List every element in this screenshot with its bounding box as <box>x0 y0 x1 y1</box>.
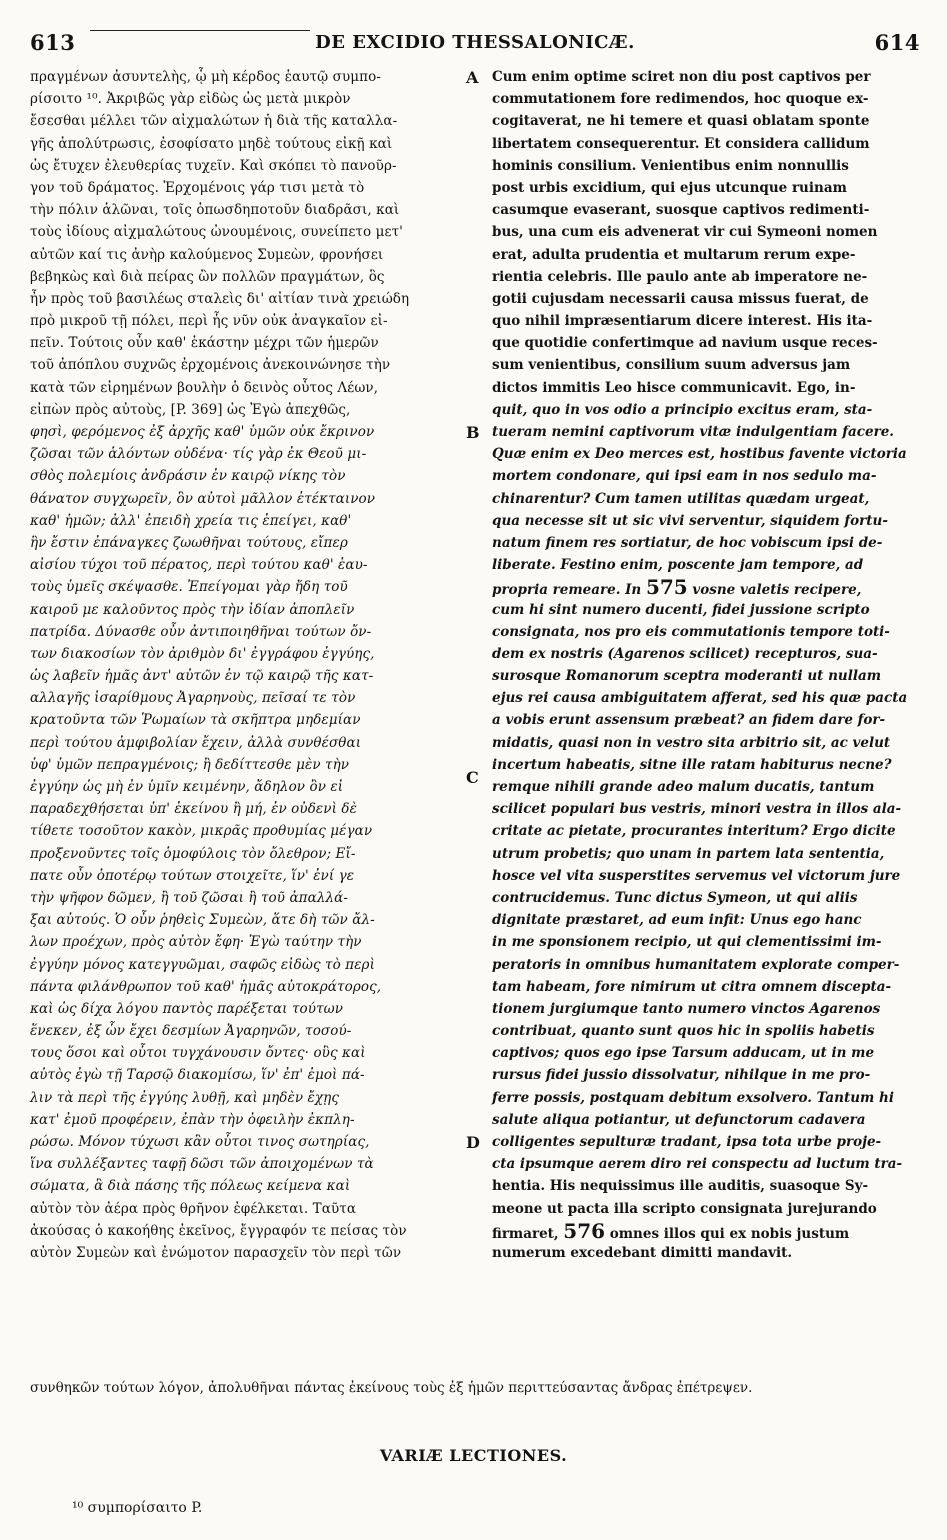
latin-text-column <box>492 66 918 1264</box>
greek-line: αὐτὸν Συμεὼν καὶ ἐνώμοτον παρασχεῖν τὸν περὶ τῶν <box>30 1244 402 1261</box>
latin-line: dignitate præstaret, ad eum infit: Unus ego hanc <box>492 912 862 929</box>
greek-line: σώματα, ἃ διὰ πάσης τῆς πόλεως κείμενα καὶ <box>30 1178 351 1195</box>
latin-line: ejus rei causa ambiguitatem afferat, sed his quæ pacta <box>492 690 908 707</box>
greek-line: ἔσεσθαι μέλλει τῶν αἰχμαλώτων ἡ διὰ τῆς καταλλα- <box>30 113 398 130</box>
latin-line: utrum probetis; quo unam in partem lata sententia, <box>492 845 885 862</box>
latin-line: in me sponsionem recipio, ut qui clementissimi im- <box>492 934 882 951</box>
greek-line: λιν τὰ περὶ τῆς ἐγγύης λυθῇ, καὶ μηδὲν ἔχῃς <box>30 1089 340 1106</box>
greek-line: ἐγγύην μόνος κατεγγυῶμαι, σαφῶς εἰδὼς τὸ περὶ <box>30 956 375 973</box>
edition-page-marker: 575 <box>645 575 688 600</box>
latin-line: tionem jurgiumque tanto numero vinctos Agarenos <box>492 1000 881 1017</box>
greek-line: τὴν πόλιν ἁλῶναι, τοῖς ὁπωσδηποτοῦν διαδρᾶσι, καὶ <box>30 202 400 219</box>
latin-line: hentia. His nequissimus ille auditis, suasoque Sy- <box>492 1178 869 1195</box>
greek-line: πατε οὖν ὁποτέρῳ τούτων στοιχεῖτε, ἵν' ἐνί γε <box>30 867 355 884</box>
greek-line: τους ὅσοι καὶ οὗτοι τυγχάνουσιν ὄντες· οὓς καὶ <box>30 1045 366 1062</box>
latin-line: que quotidie confertimque ad navium usque reces- <box>492 335 878 352</box>
greek-line: πατρίδα. Δύνασθε οὖν ἀντιποιηθῆναι τούτων ὄν- <box>30 623 372 640</box>
greek-line: πεῖν. Τούτοις οὖν καθ' ἑκάστην μέχρι τῶν ἡμερῶν <box>30 335 379 352</box>
greek-line: ρώσω. Μόνον τύχωσι κἂν οὗτοι τινος σωτηρίας, <box>30 1134 370 1150</box>
greek-line: των διακοσίων τὸν ἀριθμὸν δι' ἐγγράφου ἐγγύης, <box>30 645 375 662</box>
greek-line: τοὺς ἰδίους αἰχμαλώτους ὠνουμένοις, συνείπετο μετ' <box>30 224 403 241</box>
latin-line: critate ac pietate, procurantes interitum? Ergo dicite <box>492 823 896 840</box>
latin-line: sum venientibus, consilium suum adversus jam <box>492 357 851 374</box>
latin-line: gotii cujusdam necessarii causa missus fuerat, de <box>492 290 869 307</box>
greek-text-column <box>30 66 480 1264</box>
greek-line: τὴν ψῆφον δῶμεν, ἢ τοῦ ζῶσαι ἢ τοῦ ἀπαλλά- <box>30 889 349 906</box>
latin-line: meone ut pacta illa scripto consignata jurejurando <box>492 1200 877 1217</box>
greek-line: ρίσοιτο ¹⁰. Ἀκριβῶς γὰρ εἰδὼς ὡς μετὰ μικρὸν <box>30 91 351 108</box>
page-header <box>30 30 920 64</box>
greek-line: ἦν πρὸς τοῦ βασιλέως σταλεὶς δι' αἰτίαν τινὰ χρειώδη <box>30 290 410 307</box>
latin-line: Quæ enim ex Deo merces est, hostibus favente victoria <box>492 446 907 463</box>
latin-line: Cum enim optime sciret non diu post captivos per <box>492 69 871 85</box>
greek-line: ἕνεκεν, ἐξ ὧν ἔχει δεσμίων Ἀγαρηνῶν, τοσού- <box>30 1023 352 1040</box>
greek-line: καὶ ὡς δίχα λόγου παντὸς παρέξεται τούτων <box>30 1000 344 1017</box>
greek-line: ὡς λαβεῖν ἡμᾶς ἀντ' αὐτῶν ἐν τῷ καιρῷ τῆς κατ- <box>30 668 374 685</box>
greek-line: κρατοῦντα τῶν Ῥωμαίων τὰ σκῆπτρα μηδεμίαν <box>30 712 361 729</box>
latin-line: libertatem consequerentur. Et considera callidum <box>492 135 870 152</box>
latin-line: cum hi sint numero ducenti, fidei jussione scripto <box>492 601 870 618</box>
latin-line: scilicet populari bus vestris, minori vestra in illos ala- <box>492 801 902 818</box>
latin-line: commutationem fore redimendos, hoc quoque ex- <box>492 91 869 108</box>
margin-letter-d: D <box>466 1133 480 1152</box>
latin-line: quit, quo in vos odio a principio excitus eram, sta- <box>492 401 873 418</box>
greek-line: ἀκούσας ὁ κακοήθης ἐκεῖνος, ἔγγραφόν τε πείσας τὸν <box>30 1222 407 1239</box>
latin-line: cogitaverat, ne hi temere et quasi oblatam sponte <box>492 113 870 130</box>
margin-letter-c: C <box>466 768 479 787</box>
latin-line: bus, una cum eis advenerat vir cui Symeoni nomen <box>492 224 878 241</box>
latin-line: midatis, quasi non in vestro sita arbitrio sit, ac velut <box>492 734 891 751</box>
greek-line: περὶ τούτου ἀμφιβολίαν ἔχειν, ἀλλὰ συνθέσθαι <box>30 734 362 751</box>
page-number-right: 614 <box>874 30 920 55</box>
greek-line: καθ' ἡμῶν; ἀλλ' ἐπειδὴ χρεία τις ἐπείγει, καθ' <box>30 512 352 529</box>
greek-line: πάντα φιλάνθρωπον τοῦ καθ' ἡμᾶς αὐτοκράτορος, <box>30 978 382 995</box>
latin-line: tueram nemini captivorum vitæ indulgentiam facere. <box>492 424 894 440</box>
latin-line: hominis consilium. Venientibus enim nonnullis <box>492 157 849 174</box>
greek-line: σθὸς πολεμίοις ἀνδράσιν ἐν καιρῷ νίκης τὸν <box>30 468 346 485</box>
greek-line: λων προέχων, πρὸς αὐτὸν ἔφη· Ἐγὼ ταύτην τὴν <box>30 934 362 951</box>
latin-line: erat, adulta prudentia et multarum rerum expe- <box>492 246 856 263</box>
latin-line: mortem condonare, qui ipsi eam in nos sedulo ma- <box>492 468 877 485</box>
latin-line: contribuat, quanto sunt quos hic in spoliis habetis <box>492 1023 875 1040</box>
greek-line: καιροῦ με καλοῦντος πρὸς τὴν ἰδίαν ἀποπλεῖν <box>30 601 355 618</box>
latin-line: propria remeare. In 575 vosne valetis recipere, <box>492 575 862 600</box>
greek-line: γον τοῦ δράματος. Ἐρχομένοις γάρ τισι μετὰ τὸ <box>30 179 365 196</box>
latin-line: peratoris in omnibus humanitatem explorate comper- <box>492 956 900 973</box>
greek-line: αὐτὸν τὸν ἀέρα πρὸς θρῆνον ἐφέλκεται. Ταῦτα <box>30 1200 357 1217</box>
greek-line: κατ' ἐμοῦ προφέρειν, ἐπὰν τὴν ὀφειλὴν ἐκπλη- <box>30 1111 355 1128</box>
latin-line: natum finem res sortiatur, de hoc vobiscum ipsi de- <box>492 534 883 551</box>
greek-line: τοὺς ὑμεῖς σκέψασθε. Ἐπείγομαι γὰρ ἤδη τοῦ <box>30 579 348 596</box>
greek-line: προξενοῦντες τοῖς ὁμοφύλοις τὸν ὄλεθρον; Εἴ- <box>30 845 356 862</box>
latin-line: numerum excedebant dimitti mandavit. <box>492 1244 793 1261</box>
latin-line: colligentes sepulturæ tradant, ipsa tota urbe proje- <box>492 1134 882 1150</box>
latin-line: salute aliqua potiantur, ut defunctorum cadavera <box>492 1111 866 1128</box>
greek-line: τίθετε τοσοῦτον κακὸν, μικρᾶς προθυμίας μέγαν <box>30 823 373 840</box>
latin-line: dictos immitis Leo hisce communicavit. Ego, in- <box>492 379 856 396</box>
footnote: ¹⁰ συμπορίσαιτο P. <box>72 1500 203 1516</box>
latin-line: surosque Romanorum sceptra moderanti ut nullam <box>492 668 882 685</box>
greek-line: τοῦ ἀπόπλου συχνῶς ἐρχομένοις ἀνεκοινώνησε τὴν <box>30 357 391 374</box>
greek-line: πρὸ μικροῦ τῇ πόλει, περὶ ἧς νῦν οὐκ ἀναγκαῖον εἰ- <box>30 313 388 330</box>
latin-line: captivos; quos ego ipse Tarsum adducam, ut in me <box>492 1045 875 1062</box>
latin-line: a vobis erunt assensum præbeat? an fidem dare for- <box>492 712 886 729</box>
greek-line: ἐγγύην ὡς μὴ ἐν ὑμῖν κειμένην, ἄδηλον ὂν εἰ <box>30 779 344 795</box>
latin-line: firmaret, 576 omnes illos qui ex nobis justum <box>492 1218 850 1243</box>
latin-line: post urbis excidium, qui ejus utcunque ruinam <box>492 179 847 196</box>
margin-letter-b: B <box>466 423 480 442</box>
latin-line: hosce vel vita susperstites servemus vel victorum jure <box>492 867 901 884</box>
page-number-left: 613 <box>30 30 76 55</box>
latin-line: dem ex nostris (Agarenos scilicet) recepturos, sua- <box>492 645 878 662</box>
greek-line: αἰσίου τύχοι τοῦ πέρατος, περὶ τούτου καθ' ἑαυ- <box>30 557 368 574</box>
latin-line: contrucidemus. Tunc dictus Symeon, ut qui aliis <box>492 889 858 906</box>
variae-lectiones-heading: VARIÆ LECTIONES. <box>379 1446 568 1465</box>
latin-line: rientia celebris. Ille paulo ante ab imperatore ne- <box>492 268 868 285</box>
latin-line: liberate. Festino enim, poscente jam tempore, ad <box>492 557 864 574</box>
greek-line: θάνατον συγχωρεῖν, ὃν αὐτοὶ μᾶλλον ἐτέκταινον <box>30 490 376 507</box>
latin-line: qua necesse sit ut sic vivi serventur, siquidem fortu- <box>492 512 888 529</box>
latin-line: cta ipsumque aerem diro rei conspectu ad luctum tra- <box>492 1156 903 1173</box>
latin-line: quo nihil impræsentiarum dicere interest. His ita- <box>492 313 873 330</box>
greek-line: ξαι αὐτούς. Ὁ οὖν ῥηθεὶς Συμεὼν, ἅτε δὴ τῶν ἄλ- <box>30 912 375 929</box>
greek-line: πραγμένων ἀσυντελὴς, ᾧ μὴ κέρδος ἑαυτῷ συμπο- <box>30 69 381 85</box>
latin-line: consignata, nos pro eis commutationis tempore toti- <box>492 623 890 640</box>
latin-line: rursus fidei jussio dissolvatur, nihilque in me pro- <box>492 1067 871 1084</box>
greek-line: ὡς ἔτυχεν ἐλευθερίας τυχεῖν. Καὶ σκόπει τὸ πανοῦρ- <box>30 157 397 174</box>
greek-line: αὐτῶν καί τις ἀνὴρ καλούμενος Συμεὼν, φρονήσει <box>30 246 384 263</box>
edition-page-marker: 576 <box>563 1218 606 1243</box>
greek-line: κατὰ τῶν εἰρημένων βουλὴν ὁ δεινὸς οὗτος Λέων, <box>30 379 379 396</box>
greek-line: ὑφ' ὑμῶν πεπραγμένοις; ἢ δεδίττεσθε μὲν τὴν <box>30 756 350 773</box>
latin-line: casumque evaserant, suosque captivos redimenti- <box>492 202 870 219</box>
latin-line: ferre possis, postquam debitum exsolvero. Tantum hi <box>492 1089 894 1106</box>
latin-line: chinarentur? Cum tamen utilitas quædam urgeat, <box>492 490 870 507</box>
greek-line: γῆς ἀπολύτρωσις, ἐσοφίσατο μηδὲ τούτους εἰκῇ καὶ <box>30 135 393 152</box>
greek-line: παραδεχθήσεται ὑπ' ἐκείνου ἢ μή, ἐν οὐδενὶ δὲ <box>30 801 357 818</box>
running-title: DE EXCIDIO THESSALONICÆ. <box>315 32 635 53</box>
greek-final-line: συνθηκῶν τούτων λόγον, ἀπολυθῆναι πάντας ἐκείνους τοὺς ἐξ ἡμῶν περιττεύσαντας ἄνδρας ἐπέτρεψεν. <box>30 1380 753 1396</box>
latin-line: incertum habeatis, sitne ille ratam habiturus necne? <box>492 756 892 773</box>
latin-line: remque nihili grande adeo malum ducatis, tantum <box>492 779 875 795</box>
header-rule <box>90 30 310 31</box>
greek-line: αὐτὸς ἐγὼ τῇ Ταρσῷ διακομίσω, ἵν' ἐπ' ἐμοὶ πά- <box>30 1067 365 1084</box>
greek-line: βεβηκὼς καὶ διὰ πείρας ὢν πολλῶν πραγμάτων, ὃς <box>30 268 385 285</box>
margin-letter-a: A <box>466 68 479 87</box>
latin-line: tam habeam, fore nimirum ut citra omnem discepta- <box>492 978 892 995</box>
greek-line: ἵνα συλλέξαντες ταφῇ δῶσι τῶν ἀποιχομένων τὰ <box>30 1156 374 1173</box>
greek-line: ἣν ἔστιν ἐπάναγκες ζωωθῆναι τούτους, εἴπερ <box>30 534 348 551</box>
greek-line: φησὶ, φερόμενος ἐξ ἀρχῆς καθ' ὑμῶν οὐκ ἔκρινον <box>30 424 375 440</box>
greek-line: εἰπὼν πρὸς αὐτοὺς, [P. 369] ὡς Ἐγὼ ἀπεχθῶς, <box>30 401 351 418</box>
greek-line: ζῶσαι τῶν ἁλόντων οὐδένα· τίς γὰρ ἐκ Θεοῦ μι- <box>30 446 367 463</box>
greek-line: αλλαγῆς ἰσαρίθμους Ἀγαρηνοὺς, πεῖσαί τε τὸν <box>30 690 356 707</box>
